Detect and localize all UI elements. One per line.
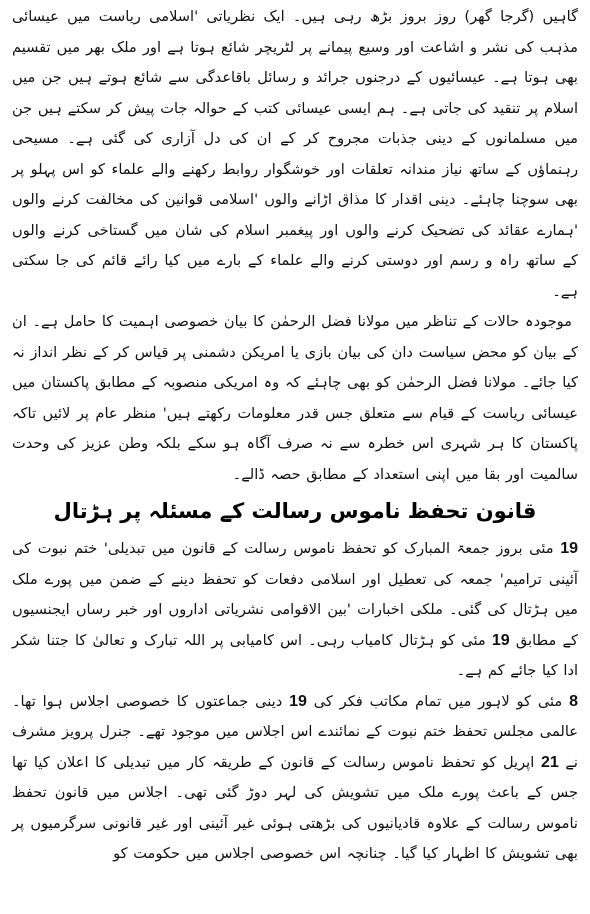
paragraph-lahore-meeting [12,687,578,870]
paragraph-fazl-ur-rehman-statement: موجودہ حالات کے تناظر میں مولانا فضل الرحمٰن کا بیان خصوصی اہمیت کا حامل ہے۔ ان کے بیان کو محض سیاست دان کی بیان بازی یا امریکن دشمنی پر قیاس کر کے نظر انداز نہ کیا جائے۔ مولانا فضل الرحمٰن کو بھی چاہئے کہ وہ امریکی منصوبہ کے مطابق پاکستان میں عیسائی ریاست کے قیام سے متعلق جس قدر معلومات رکھتے ہیں' منظر عام پر لائیں تاکہ پاکستان کا ہر شہری اس خطرہ سے نہ صرف آگاہ ہو سکے بلکہ وطن عزیز کی وحدت سالمیت اور بقا میں اپنی استعداد کے مطابق حصہ ڈالے۔ [12,313,578,483]
paragraph-text: مئی بروز جمعۃ المبارک کو تحفظ ناموس رسالت کے قانون میں تبدیلی' ختم نبوت کی آئینی ترامیم' جمعہ کی تعطیل اور اسلامی دفعات کو تحفظ دینے کے ضمن میں پورے ملک میں ہڑتال کی گئی۔ ملکی اخبارات 'بین الاقوامی نشریاتی اداروں اور خبر رساں ایجنسیوں کے مطابق [12,540,578,649]
paragraph-text: مئی کو لاہور میں تمام مکاتب فکر کی [306,692,570,710]
count-number: 19 [289,692,307,710]
paragraph-text: دینی جماعتوں کا خصوصی اجلاس ہوا تھا۔ عالمی مجلس تحفظ ختم نبوت کے نمائندے اس اجلاس میں موجود تھے۔ جنرل پرویز مشرف نے [12,692,578,771]
paragraph-text: اپریل کو تحفظ ناموس رسالت کے قانون کے طریقہ کار میں تبدیلی کا اعلان کیا تھا جس کے باعث پورے ملک میں تشویش کی لہر دوڑ گئی تھی۔ اجلاس میں قانون تحفظ ناموس رسالت کے علاوہ قادیانیوں کی بڑھتی ہوئی غیر آئینی اور غیر قانونی سرگرمیوں پر بھی تشویش کا اظہار کیا گیا۔ چنانچہ اس خصوصی اجلاس میں حکومت کو [12,753,578,862]
date-number: 21 [540,753,559,771]
paragraph-christian-literature: گاہیں (گرجا گھر) روز بروز بڑھ رہی ہیں۔ ایک نظریاتی 'اسلامی ریاست میں عیسائی مذہب کی نشر و اشاعت اور وسیع پیمانے پر لٹریچر شائع ہوتا ہے اور ملک بھر میں تقسیم بھی ہوتا ہے۔ عیسائیوں کے درجنوں جرائد و رسائل باقاعدگی سے شائع ہوتے ہیں جن میں اسلام پر تنقید کی جاتی ہے۔ ہم ایسی عیسائی کتب کے حوالہ جات پیش کر سکتے ہیں جن میں مسلمانوں کے دینی جذبات مجروح کر کے ان کی دل آزاری کی گئی ہے۔ مسیحی رہنماؤں کے ساتھ نیاز مندانہ تعلقات اور خوشگوار روابط رکھنے والے علماء کو اس پہلو پر بھی سوچنا چاہئے۔ دینی اقدار کا مذاق اڑانے والوں 'اسلامی قوانین کی مخالفت کرنے والوں 'ہمارے عقائد کی تضحیک کرنے والوں اور پیغمبر اسلام کی شان میں گستاخی کرنے والوں کے ساتھ راہ و رسم اور دوستی کرنے والے علماء کے بارے میں کیا رائے قائم کی جا سکتی ہے۔ [12,8,578,300]
section-heading: قانون تحفظ ناموس رسالت کے مسئلہ پر ہڑتال [53,499,537,523]
paragraph-strike-may-19 [12,534,578,687]
date-number: 19 [560,540,578,557]
date-number: 8 [569,692,578,710]
paragraph-text: مئی کو ہڑتال کامیاب رہی۔ اس کامیابی پر اللہ تبارک و تعالیٰ کا جتنا شکر ادا کیا جائے کم ہے۔ [12,631,578,679]
date-number: 19 [491,631,510,649]
